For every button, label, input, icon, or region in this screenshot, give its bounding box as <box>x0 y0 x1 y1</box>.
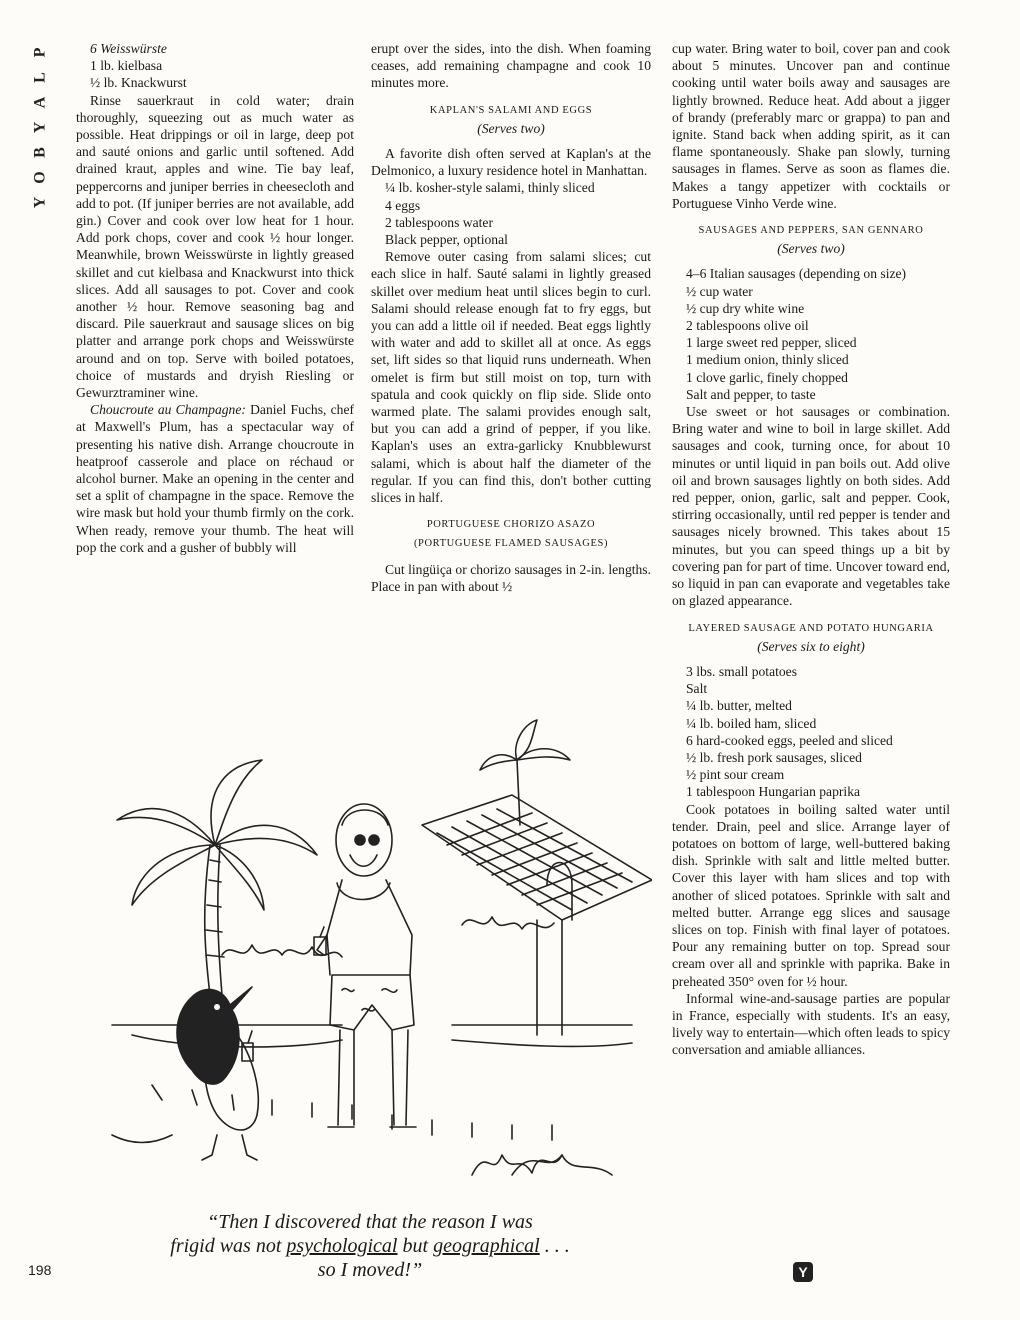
side-letter: P <box>31 47 49 58</box>
recipe-intro: A favorite dish often served at Kaplan's at the Delmonico, a luxury residence hotel in Manhattan. <box>371 146 651 179</box>
ingredient: ½ lb. fresh pork sausages, sliced <box>686 749 862 765</box>
man-illustration <box>314 804 416 1127</box>
recipe-title: SAUSAGES AND PEPPERS, SAN GENNARO <box>698 225 924 237</box>
closing-paragraph: Informal wine-and-sausage parties are popular in France, especially with students. It's an easy, lively way to entertain—which often leads to spicy conversation and amiable alliances. <box>672 990 950 1058</box>
ingredient: ½ pint sour cream <box>686 767 785 783</box>
page-number: 198 <box>28 1262 52 1278</box>
recipe-serves: (Serves two) <box>477 120 545 136</box>
ingredient: 4–6 Italian sausages (depending on size) <box>686 266 907 282</box>
caption-line: “Then I discovered that the reason I was <box>207 1211 533 1233</box>
caption-underlined-word: psychological <box>286 1235 398 1257</box>
ingredient: 1 lb. kielbasa <box>90 58 163 74</box>
ingredient-list <box>371 179 651 248</box>
ingredient: Black pepper, optional <box>385 232 508 248</box>
side-letter: A <box>31 96 49 109</box>
side-letter: Y <box>31 196 49 209</box>
body-paragraph: Rinse sauerkraut in cold water; drain thoroughly, squeezing out as much water as possible. Heat drippings or oil in large, deep pot and sauté onions and garlic until softened. Add drained kraut, apples and wine. Tie bay leaf, peppercorns and juniper berries in cheesecloth and add to pot. (If juniper berries are not available, add gin.) Cover and cook over low heat for 1 hour. Add pork chops, cover and cook ½ hour longer. Meanwhile, brown Weisswürste in lightly greased skillet and cut kielbasa and Knackwurst into thick slices. Add all sausages to pot. Cover and cook another ½ hour. Remove seasoning bag and discard. Pile sauerkraut and sausage slices on big platter and arrange pork chops and Weisswürste around and on top. Serve with boiled potatoes, choice of mustards and dryish Riesling or Gewurztraminer wine. <box>76 92 354 401</box>
magazine-side-title <box>28 40 52 215</box>
end-mark-icon: Y <box>793 1262 813 1282</box>
side-letter: Y <box>31 121 49 134</box>
body-paragraph: cup water. Bring water to boil, cover pan and cook about 5 minutes. Uncover pan and continue cooking until water boils away and sausages are lightly browned. Reduce heat. Add about a jigger of brandy (preferably marc or grappa) to pan and ignite. Stand back when adding spirit, as it can flame spontaneously. Shake pan slowly, turning sausages in flames. Serve as soon as flames die. Makes a tangy appetizer with cocktails or Portuguese Vinho Verde wine. <box>672 41 950 211</box>
caption-underlined-word: geographical <box>433 1235 540 1257</box>
paragraph-text: Daniel Fuchs, chef at Maxwell's Plum, has a spectacular way of presenting his native dish. Arrange choucroute in heatproof casserole and place on réchaud or alcohol burner. Make an opening in the center and set a split of champagne in the space. Remove the wire mask but hold your thumb firmly on the cork. When ready, remove your thumb. The heat will pop the cork and a gusher of bubbly will <box>76 402 355 555</box>
column-1 <box>76 40 354 556</box>
body-paragraph: erupt over the sides, into the dish. When foaming ceases, add remaining champagne and cook 10 minutes more. <box>371 41 651 91</box>
body-paragraph <box>76 401 354 556</box>
ingredient: 6 Weisswürste <box>90 41 167 56</box>
ingredient: 6 hard-cooked eggs, peeled and sliced <box>686 732 893 748</box>
body-paragraph: Remove outer casing from salami slices; cut each slice in half. Sauté salami in lightly greased skillet over medium heat until slices begin to curl. Salami should release enough fat to fry eggs, but you can add a little oil if needed. Beat eggs lightly with water and add to skillet all at once. As eggs set, lift sides so that liquid runs underneath. When omelet is firm but still moist on top, turn with spatula and cook quickly on flip side. Slide onto warmed plate. The salami provides enough salt, but you can add a grind of pepper, if you like. Kaplan's uses an extra-garlicky Knubblewurst salami, which is about half the diameter of the regular. If you can find this, don't bother cutting slices in half. <box>371 249 651 506</box>
ingredient: 2 tablespoons water <box>385 214 493 230</box>
recipe-subtitle: (PORTUGUESE FLAMED SAUSAGES) <box>413 538 609 550</box>
artist-signature <box>472 1155 562 1175</box>
cartoon-caption <box>110 1210 630 1282</box>
ingredient: 1 medium onion, thinly sliced <box>686 352 849 368</box>
caption-line <box>110 1234 630 1258</box>
recipe-title: PORTUGUESE CHORIZO ASAZO <box>426 519 596 531</box>
ingredient: 1 clove garlic, finely chopped <box>686 369 848 385</box>
ingredient-list <box>672 663 950 801</box>
ingredient: ¼ lb. butter, melted <box>686 698 792 714</box>
ingredient: ¼ lb. boiled ham, sliced <box>686 715 817 731</box>
caption-text: . . . <box>539 1235 570 1257</box>
ingredient: 2 tablespoons olive oil <box>686 318 809 334</box>
column-2 <box>371 40 651 595</box>
run-in-heading: Choucroute au Champagne: <box>90 402 246 418</box>
ingredient: 4 eggs <box>385 197 421 213</box>
cartoon-illustration <box>92 705 652 1205</box>
body-paragraph: Cook potatoes in boiling salted water until tender. Drain, peel and slice. Arrange layer of potatoes on bottom of large, well-buttered baking dish. Sprinkle with salt and little melted butter. Cover this layer with ham slices and top with another of sliced potatoes. Sprinkle with salt and melted butter. Arrange egg slices and sausage slices on top. Finish with final layer of potatoes. Pour any remaining butter on top. Spread sour cream over all and sprinkle with paprika. Bake in preheated 350° oven for ½ hour. <box>672 801 950 989</box>
ingredient: Salt <box>686 681 708 697</box>
side-letter: B <box>31 147 49 158</box>
palm-tree-illustration <box>117 760 317 995</box>
recipe-serves: (Serves two) <box>777 241 845 257</box>
ingredient: Salt and pepper, to taste <box>686 386 816 402</box>
recipe-title: LAYERED SAUSAGE AND POTATO HUNGARIA <box>688 622 934 634</box>
roof-illustration <box>422 720 652 1035</box>
recipe-title: KAPLAN'S SALAMI AND EGGS <box>429 104 593 116</box>
ingredient: 1 large sweet red pepper, sliced <box>686 335 857 351</box>
caption-line: so I moved!” <box>317 1259 423 1281</box>
ingredient: ¼ lb. kosher-style salami, thinly sliced <box>385 180 595 196</box>
ingredient: ½ lb. Knackwurst <box>90 75 187 91</box>
caption-text: but <box>397 1235 434 1257</box>
caption-text: frigid was not <box>170 1235 287 1257</box>
ingredient: 3 lbs. small potatoes <box>686 663 798 679</box>
side-letter: L <box>31 72 49 83</box>
column-3 <box>672 40 950 1059</box>
recipe-serves: (Serves six to eight) <box>757 638 865 654</box>
ingredient-list <box>672 265 950 403</box>
ingredient: ½ cup water <box>686 283 753 299</box>
ingredient: 1 tablespoon Hungarian paprika <box>686 784 861 800</box>
side-letter: O <box>31 171 49 184</box>
body-paragraph: Use sweet or hot sausages or combination. Bring water and wine to boil in large skillet. Add sausages and cook, turning once, for about 10 minutes or until liquid in pan boils out. Add olive oil and brown sausages lightly on both sides. Add red pepper, onion, garlic, salt and pepper. Cook, stirring occasionally, until red pepper is tender and sausages nicely browned. This takes about 15 minutes, but you can speed things up a bit by covering pan for part of time. Uncover toward end, so liquid in pan can evaporate and vegetables take on glazed appearance. <box>672 404 950 609</box>
penguin-illustration <box>177 987 258 1160</box>
ingredient: ½ cup dry white wine <box>686 300 805 316</box>
body-paragraph: Cut lingüiça or chorizo sausages in 2-in. lengths. Place in pan with about ½ <box>371 561 651 594</box>
ingredient-list <box>76 40 354 92</box>
